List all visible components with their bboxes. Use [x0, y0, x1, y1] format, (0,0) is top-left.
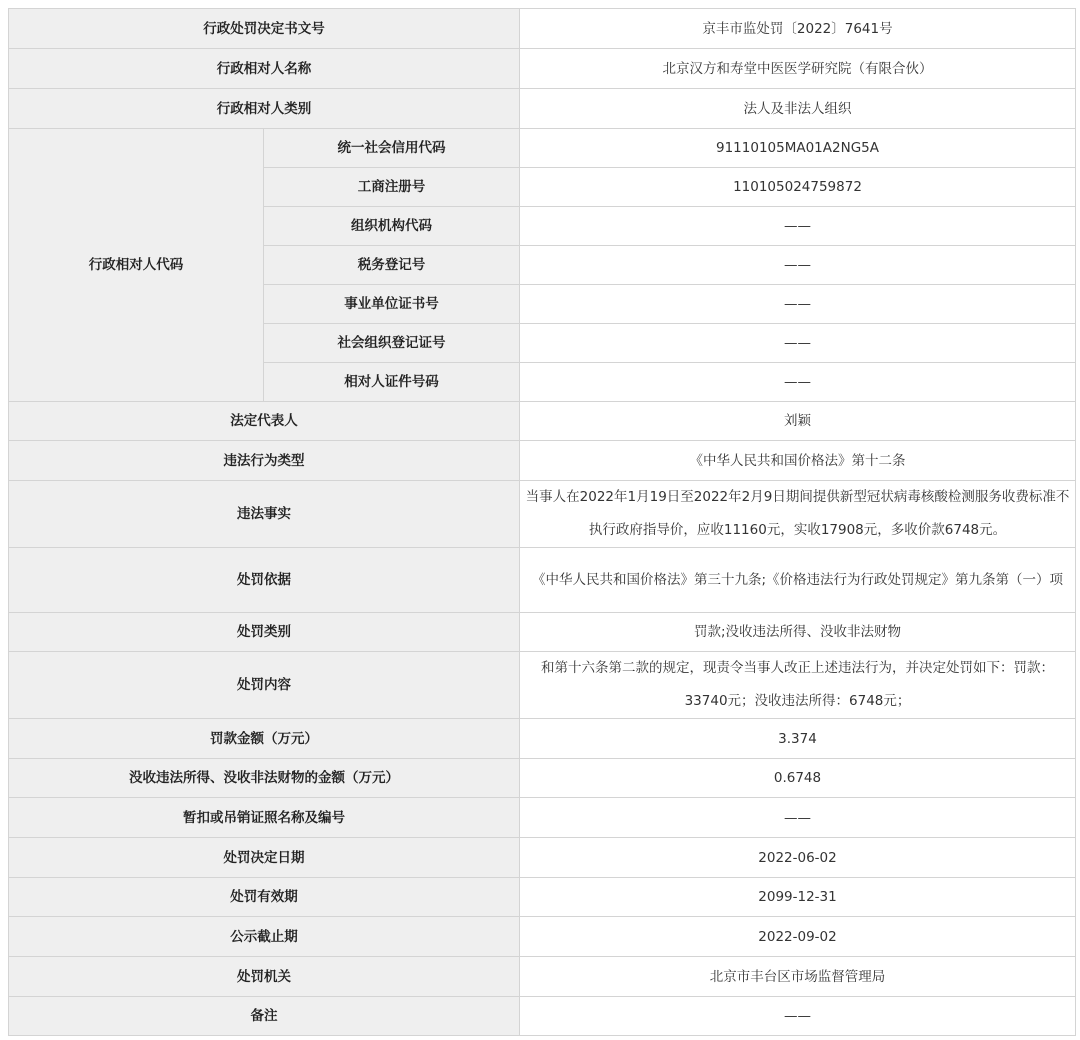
value-tax-reg: ——: [520, 246, 1076, 285]
value-fine-amount: 3.374: [520, 719, 1076, 759]
penalty-table: [8, 8, 1076, 1036]
value-license: ——: [520, 798, 1076, 838]
label-social-org: 社会组织登记证号: [264, 324, 520, 363]
value-institution-cert: ——: [520, 285, 1076, 324]
row-license: [9, 798, 1076, 838]
value-doc-no: 京丰市监处罚〔2022〕7641号: [520, 9, 1076, 49]
row-party-name: [9, 49, 1076, 89]
value-credit-code: 91110105MA01A2NG5A: [520, 129, 1076, 168]
label-publicity-end: 公示截止期: [9, 917, 520, 957]
value-facts: 当事人在2022年1月19日至2022年2月9日期间提供新型冠状病毒核酸检测服务收费标准不执行政府指导价，应收11160元，实收17908元，多收价款6748元。: [520, 481, 1076, 548]
label-remarks: 备注: [9, 997, 520, 1036]
label-tax-reg: 税务登记号: [264, 246, 520, 285]
label-violation-type: 违法行为类型: [9, 441, 520, 481]
value-penalty-type: 罚款;没收违法所得、没收非法财物: [520, 613, 1076, 652]
value-authority: 北京市丰台区市场监督管理局: [520, 957, 1076, 997]
row-basis: [9, 548, 1076, 613]
row-doc-no: [9, 9, 1076, 49]
label-penalty-content: 处罚内容: [9, 652, 520, 719]
label-legal-rep: 法定代表人: [9, 402, 520, 441]
label-doc-no: 行政处罚决定书文号: [9, 9, 520, 49]
row-fine-amount: [9, 719, 1076, 759]
label-penalty-type: 处罚类别: [9, 613, 520, 652]
value-org-code: ——: [520, 207, 1076, 246]
label-party-type: 行政相对人类别: [9, 89, 520, 129]
row-publicity-end: [9, 917, 1076, 957]
label-valid-until: 处罚有效期: [9, 878, 520, 917]
row-credit-code: [9, 129, 1076, 168]
row-facts: [9, 481, 1076, 548]
label-confiscated-amount: 没收违法所得、没收非法财物的金额（万元）: [9, 759, 520, 798]
penalty-document: [8, 8, 1075, 1036]
value-decision-date: 2022-06-02: [520, 838, 1076, 878]
value-basis: 《中华人民共和国价格法》第三十九条;《价格违法行为行政处罚规定》第九条第（一）项: [520, 548, 1076, 613]
label-authority: 处罚机关: [9, 957, 520, 997]
label-institution-cert: 事业单位证书号: [264, 285, 520, 324]
label-facts: 违法事实: [9, 481, 520, 548]
label-id-number: 相对人证件号码: [264, 363, 520, 402]
value-penalty-content: 和第十六条第二款的规定，现责令当事人改正上述违法行为，并决定处罚如下：罚款：33740元；没收违法所得：6748元；: [520, 652, 1076, 719]
value-business-reg: 110105024759872: [520, 168, 1076, 207]
row-decision-date: [9, 838, 1076, 878]
label-business-reg: 工商注册号: [264, 168, 520, 207]
label-credit-code: 统一社会信用代码: [264, 129, 520, 168]
value-legal-rep: 刘颖: [520, 402, 1076, 441]
row-party-type: [9, 89, 1076, 129]
row-remarks: [9, 997, 1076, 1036]
row-violation-type: [9, 441, 1076, 481]
value-social-org: ——: [520, 324, 1076, 363]
label-basis: 处罚依据: [9, 548, 520, 613]
label-org-code: 组织机构代码: [264, 207, 520, 246]
value-remarks: ——: [520, 997, 1076, 1036]
value-violation-type: 《中华人民共和国价格法》第十二条: [520, 441, 1076, 481]
label-decision-date: 处罚决定日期: [9, 838, 520, 878]
value-party-type: 法人及非法人组织: [520, 89, 1076, 129]
row-penalty-type: [9, 613, 1076, 652]
label-fine-amount: 罚款金额（万元）: [9, 719, 520, 759]
row-valid-until: [9, 878, 1076, 917]
label-license: 暂扣或吊销证照名称及编号: [9, 798, 520, 838]
row-confiscated-amount: [9, 759, 1076, 798]
value-party-name: 北京汉方和寿堂中医医学研究院（有限合伙）: [520, 49, 1076, 89]
row-authority: [9, 957, 1076, 997]
label-party-code: 行政相对人代码: [9, 129, 264, 402]
label-party-name: 行政相对人名称: [9, 49, 520, 89]
value-confiscated-amount: 0.6748: [520, 759, 1076, 798]
value-publicity-end: 2022-09-02: [520, 917, 1076, 957]
value-valid-until: 2099-12-31: [520, 878, 1076, 917]
row-penalty-content: [9, 652, 1076, 719]
row-legal-rep: [9, 402, 1076, 441]
value-id-number: ——: [520, 363, 1076, 402]
